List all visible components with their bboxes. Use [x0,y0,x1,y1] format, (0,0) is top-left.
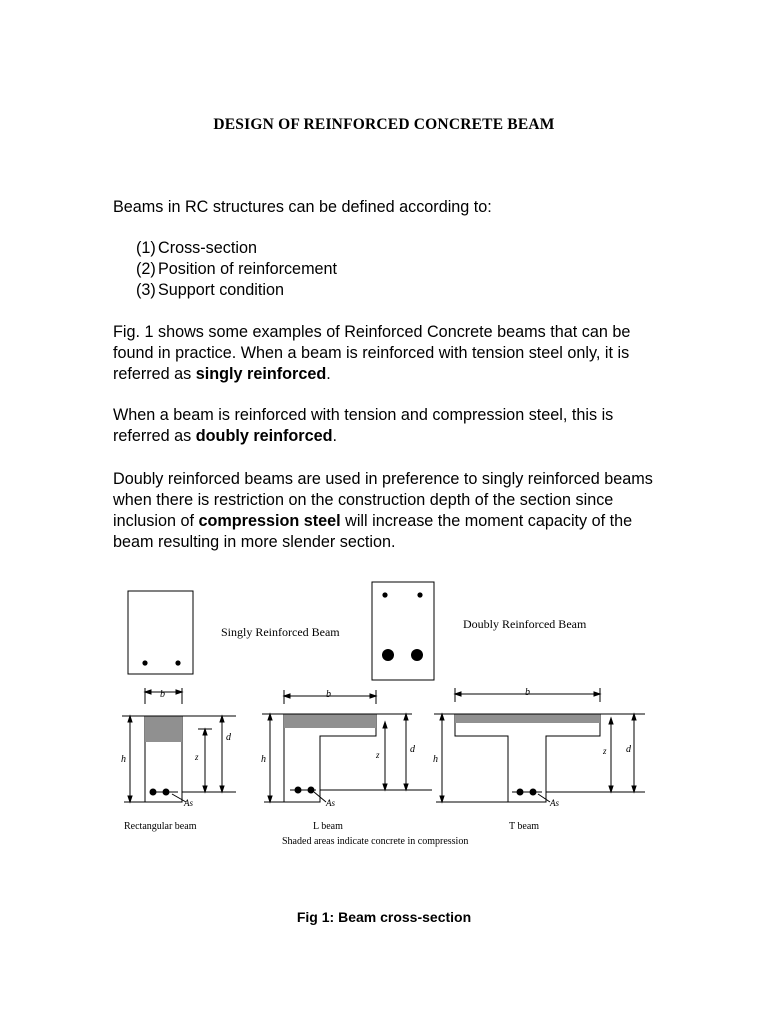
rectangular-beam-diagram [122,688,236,802]
dim-d: d [626,744,631,755]
dim-z: z [376,750,380,760]
l-beam-diagram [262,690,432,802]
t-beam-label: T beam [509,821,540,832]
para-text: Fig. 1 shows some examples of Reinforced Concrete beams that can be found in practice. When a beam is reinforced with tension steel only, it is referred as [113,323,631,383]
t-beam-diagram [434,688,645,802]
list-text: Support condition [158,281,284,299]
term-compression-steel: compression steel [198,512,341,530]
compression-bar [417,592,422,597]
dim-b: b [160,689,165,700]
l-beam-label: L beam [313,821,343,832]
list-number: (3) [136,281,156,299]
page-title: DESIGN OF REINFORCED CONCRETE BEAM [213,116,555,133]
para-text: When a beam is reinforced with tension and compression steel, this is referred as [113,406,614,445]
rect-beam-label: Rectangular beam [124,821,197,832]
list-text: Position of reinforcement [158,260,338,278]
as-label: As [326,798,335,808]
para-text: Doubly reinforced beams are used in preference to singly reinforced beams when there is restriction on the construction depth of the section since inclusion of [113,470,653,530]
dim-b: b [525,687,530,698]
dim-z: z [603,746,607,756]
doubly-label: Doubly Reinforced Beam [463,617,587,631]
figure-caption: Fig 1: Beam cross-section [296,909,472,925]
para-text: . [326,365,331,383]
shaded-note: Shaded areas indicate concrete in compression [282,836,469,847]
dim-d: d [410,744,415,755]
dim-z: z [195,752,199,762]
para-text: . [332,427,337,445]
tension-bar [142,660,147,665]
as-label: As [550,798,559,808]
dim-h: h [261,754,266,765]
tension-bar [382,649,394,661]
singly-label: Singly Reinforced Beam [221,625,340,639]
list-text: Cross-section [158,239,257,257]
para-text: will increase the moment capacity of the beam resulting in more slender section. [113,512,633,551]
term-doubly-reinforced: doubly reinforced [195,427,333,445]
tension-bar [411,649,423,661]
dim-b: b [326,689,331,700]
term-singly-reinforced: singly reinforced [195,365,327,383]
list-number: (1) [136,239,156,257]
intro-text: Beams in RC structures can be defined according to: [113,198,492,216]
compression-bar [382,592,387,597]
dim-h: h [121,754,126,765]
dim-d: d [226,732,231,743]
as-label: As [184,798,193,808]
singly-reinforced-section [128,591,193,674]
doubly-reinforced-section [372,582,434,680]
list-number: (2) [136,260,156,278]
tension-bar [175,660,180,665]
dim-h: h [433,754,438,765]
